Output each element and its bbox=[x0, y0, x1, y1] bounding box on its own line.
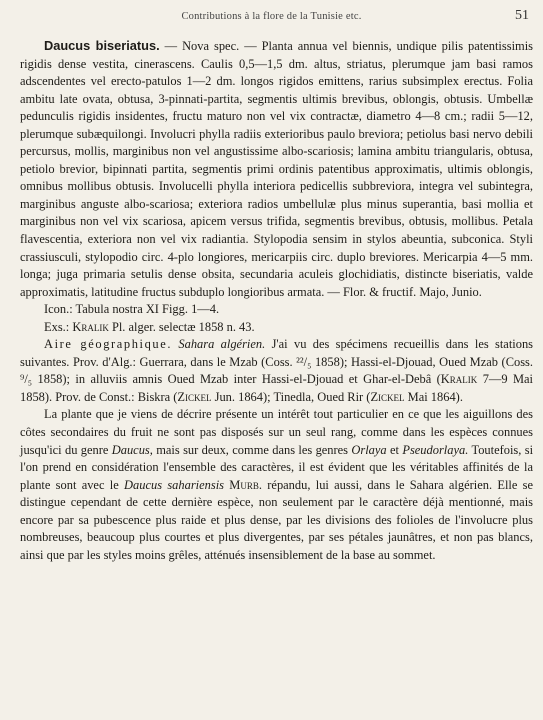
discussion-text-3: Toutefois, si l'on prend en considération l'ensemble des caractères, il est évident que les véritables affinités de la plante sont avec le bbox=[20, 442, 534, 492]
discussion-and: et bbox=[390, 442, 399, 457]
exs-collector: Kralik bbox=[72, 319, 109, 334]
distribution-region: Sahara algérien. bbox=[178, 337, 266, 352]
page-number: 51 bbox=[515, 8, 529, 23]
distribution-paragraph bbox=[20, 336, 533, 406]
species-status: — Nova spec. — bbox=[164, 39, 257, 53]
exs-rest: Pl. alger. selectæ 1858 n. 43. bbox=[111, 319, 255, 334]
distribution-text-2: 7—9 Mai 1858). Prov. de Const.: Biskra ( bbox=[20, 372, 533, 404]
species-diagnosis bbox=[20, 37, 533, 301]
collector-kralik: Kralik bbox=[440, 372, 478, 387]
distribution-text-3: Jun. 1864); Tinedla, Oued Rir ( bbox=[214, 389, 371, 404]
species-daucus-sahariensis: Daucus sahariensis bbox=[124, 477, 224, 492]
species-name: Daucus biseriatus. bbox=[44, 38, 160, 53]
icon-reference: Icon.: Tabula nostra XI Figg. 1—4. bbox=[44, 302, 220, 317]
running-title: Contributions à la flore de la Tunisie etc. bbox=[181, 11, 362, 22]
exs-label: Exs.: bbox=[44, 319, 70, 334]
collector-zickel-2: Zickel bbox=[370, 389, 405, 404]
collector-zickel-1: Zickel bbox=[177, 389, 212, 404]
distribution-text-1: J'ai vu des spécimens recueillis dans les stations suivantes. Prov. d'Alg.: Guerrara, dans le Mzab (Coss. ²²/₅ 1858); Hassi-el-Djouad, Oued Mzab (Coss. ⁹/₅ 1858); in alluviis amnis Oued Mzab inter Hassi-el-Djouad et Ghar-el-Debâ ( bbox=[20, 337, 534, 387]
discussion-text-4: répandu, lui aussi, dans le Sahara algérien. Elle se distingue cependant de cette dernière espèce, non seulement par le caractère déjà mentionné, mais encore par sa pubescence plus raide et plus dense, par les divisions des folioles de l'involucre plus nombreuses, beaucoup plus courtes et plus divergentes, par ses pétales jaunâtres, et non pas blancs, ainsi que par les styles moins grêles, atténués insensiblement de la base au sommet. bbox=[20, 477, 534, 562]
diagnosis-text: Planta annua vel biennis, undique pilis patentissimis rigidis dense vestita, cinerascens. Caulis 0,5—1,5 dm. altus, striatus, plerumque jam basi ramos adscendentes vel erecto-patulos 1—2 dm. longos rigidos emittens, rarius subsimplex erectus. Folia ambitu late ovata, obtusa, 3-pinnati-partita, segmentis ultimis brevibus, oblongis, obtusis. Umbellæ pedunculis rigidis insidentes, fructu maturo non vel vix contractæ, diametro 4—8 cm.; radii 5—12, plerumque subæquilongi. Involucri phylla radiis exterioribus paulo breviora; petiolus basi nervo debili percursus, mollis, marginibus non vel angustissime albo-scariosis; lamina ambitu triangularis, obtusa, petiolo brevior, bipinnati partita, segmentis primi ordinis patentibus approximatis, ultimis oblongis, omnibus mollibus obtusis. Involucelli phylla interiora pedicellis subbreviora, integra vel subintegra, marginibus anguste albo-scariosa; exteriora radios umbellulæ plus minus superantia, basi mollia et marginibus non vel vix scariosa, apicem versus trifida, segmentis brevibus, obtusis, mollibus. Petala flavescentia, exteriora non vel vix radiantia. Stylopodia sensim in stylos abeuntia, subconica. Styli crassiusculi, stylopodio circ. 4-plo longiores, mericarpiis circ. duplo breviores. Mericarpia 4—5 mm. longa; juga primaria setulis dense obsita, secundaria aculeis glochidiatis, distincte biseriatis, valde approximatis, latitudine fructus subduplo longioribus armata. — Flor. & fructif. Majo, Junio. bbox=[20, 39, 533, 299]
genus-orlaya: Orlaya bbox=[351, 442, 387, 457]
discussion-paragraph bbox=[20, 406, 533, 564]
page-body bbox=[20, 37, 533, 564]
species-author: Murb. bbox=[229, 477, 262, 492]
distribution-text-4: Mai 1864). bbox=[407, 389, 463, 404]
exsiccata-reference bbox=[20, 319, 533, 337]
distribution-heading: Aire géographique. bbox=[44, 337, 173, 352]
discussion-text-1: La plante que je viens de décrire présente un intérêt tout particulier en ce que les aiguillons des côtes secondaires du fruit ne sont pas disposés sur un seul rang, comme dans les espèces connues jusqu'ici du genre bbox=[20, 407, 533, 457]
genus-daucus: Daucus, bbox=[111, 442, 153, 457]
page-header bbox=[0, 8, 543, 28]
genus-pseudorlaya: Pseudorlaya. bbox=[402, 442, 469, 457]
discussion-text-2: mais sur deux, comme dans les genres bbox=[156, 442, 349, 457]
